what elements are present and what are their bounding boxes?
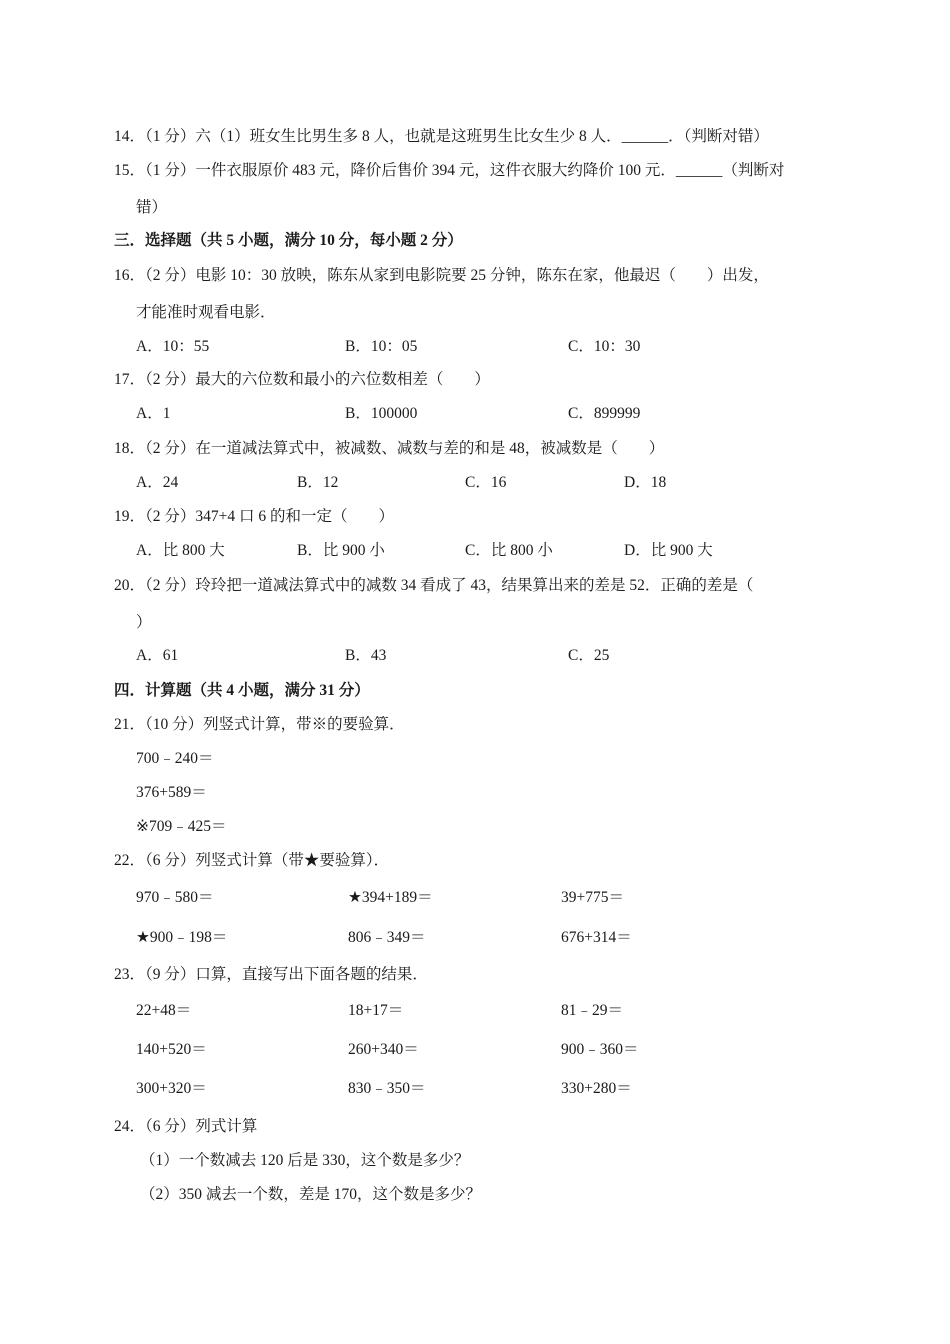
- question-15-line2: 错）: [136, 199, 168, 216]
- q23-item: 300+320＝: [136, 1080, 207, 1097]
- q16-option-c: C．10：30: [568, 338, 641, 355]
- q22-item: 39+775＝: [561, 889, 624, 906]
- question-18: 18．（2 分）在一道减法算式中，被减数、减数与差的和是 48，被减数是（ ）: [114, 440, 665, 457]
- q23-item: 330+280＝: [561, 1080, 632, 1097]
- section-3-title: 三．选择题（共 5 小题，满分 10 分，每小题 2 分）: [114, 232, 463, 249]
- q23-item: 18+17＝: [348, 1002, 404, 1019]
- q21-item: 376+589＝: [136, 784, 207, 801]
- q21-item: 700﹣240＝: [136, 750, 214, 767]
- q22-item: 970﹣580＝: [136, 889, 214, 906]
- question-20-line2: ）: [136, 614, 152, 631]
- q17-option-c: C．899999: [568, 405, 641, 422]
- question-20-line1: 20．（2 分）玲玲把一道减法算式中的减数 34 看成了 43，结果算出来的差是 52．正确的差是（: [114, 577, 754, 594]
- q22-item: 676+314＝: [561, 929, 632, 946]
- q23-item: 900﹣360＝: [561, 1041, 639, 1058]
- q22-item: ★394+189＝: [348, 889, 433, 906]
- q22-item: 806﹣349＝: [348, 929, 426, 946]
- q23-item: 260+340＝: [348, 1041, 419, 1058]
- q23-item: 22+48＝: [136, 1002, 192, 1019]
- question-24: 24．（6 分）列式计算: [114, 1118, 258, 1135]
- q20-option-b: B．43: [345, 647, 387, 664]
- question-16-line2: 才能准时观看电影．: [136, 304, 276, 321]
- q19-option-d: D．比 900 大: [624, 542, 713, 559]
- q19-option-a: A．比 800 大: [136, 542, 225, 559]
- q18-option-b: B．12: [297, 474, 339, 491]
- q24-item: （1）一个数减去 120 后是 330，这个数是多少？: [140, 1152, 470, 1169]
- q19-option-b: B．比 900 小: [297, 542, 385, 559]
- q23-item: 830﹣350＝: [348, 1080, 426, 1097]
- q16-option-b: B．10：05: [345, 338, 418, 355]
- q17-option-a: A．1: [136, 405, 171, 422]
- q18-option-d: D．18: [624, 474, 667, 491]
- q18-option-a: A．24: [136, 474, 179, 491]
- q18-option-c: C．16: [465, 474, 507, 491]
- section-4-title: 四．计算题（共 4 小题，满分 31 分）: [114, 682, 370, 699]
- question-17: 17．（2 分）最大的六位数和最小的六位数相差（ ）: [114, 371, 490, 388]
- q22-item: ★900﹣198＝: [136, 929, 228, 946]
- q16-option-a: A．10：55: [136, 338, 210, 355]
- q17-option-b: B．100000: [345, 405, 418, 422]
- question-16-line1: 16．（2 分）电影 10：30 放映，陈东从家到电影院要 25 分钟，陈东在家，他最迟（ ）出发，: [114, 267, 769, 284]
- q20-option-c: C．25: [568, 647, 610, 664]
- question-19: 19．（2 分）347+4 口 6 的和一定（ ）: [114, 508, 394, 525]
- q23-item: 81﹣29＝: [561, 1002, 624, 1019]
- q24-item: （2）350 减去一个数，差是 170，这个数是多少？: [140, 1186, 482, 1203]
- question-15-line1: 15．（1 分）一件衣服原价 483 元，降价后售价 394 元，这件衣服大约降价 100 元．______（判断对: [114, 162, 785, 179]
- q20-option-a: A．61: [136, 647, 179, 664]
- question-21: 21．（10 分）列竖式计算，带※的要验算．: [114, 716, 405, 733]
- question-14: 14．（1 分）六（1）班女生比男生多 8 人，也就是这班男生比女生少 8 人．______．（判断对错）: [114, 128, 769, 145]
- q19-option-c: C．比 800 小: [465, 542, 553, 559]
- q23-item: 140+520＝: [136, 1041, 207, 1058]
- question-22: 22．（6 分）列竖式计算（带★要验算）．: [114, 852, 390, 869]
- question-23: 23．（9 分）口算，直接写出下面各题的结果．: [114, 966, 428, 983]
- q21-item: ※709﹣425＝: [136, 818, 227, 835]
